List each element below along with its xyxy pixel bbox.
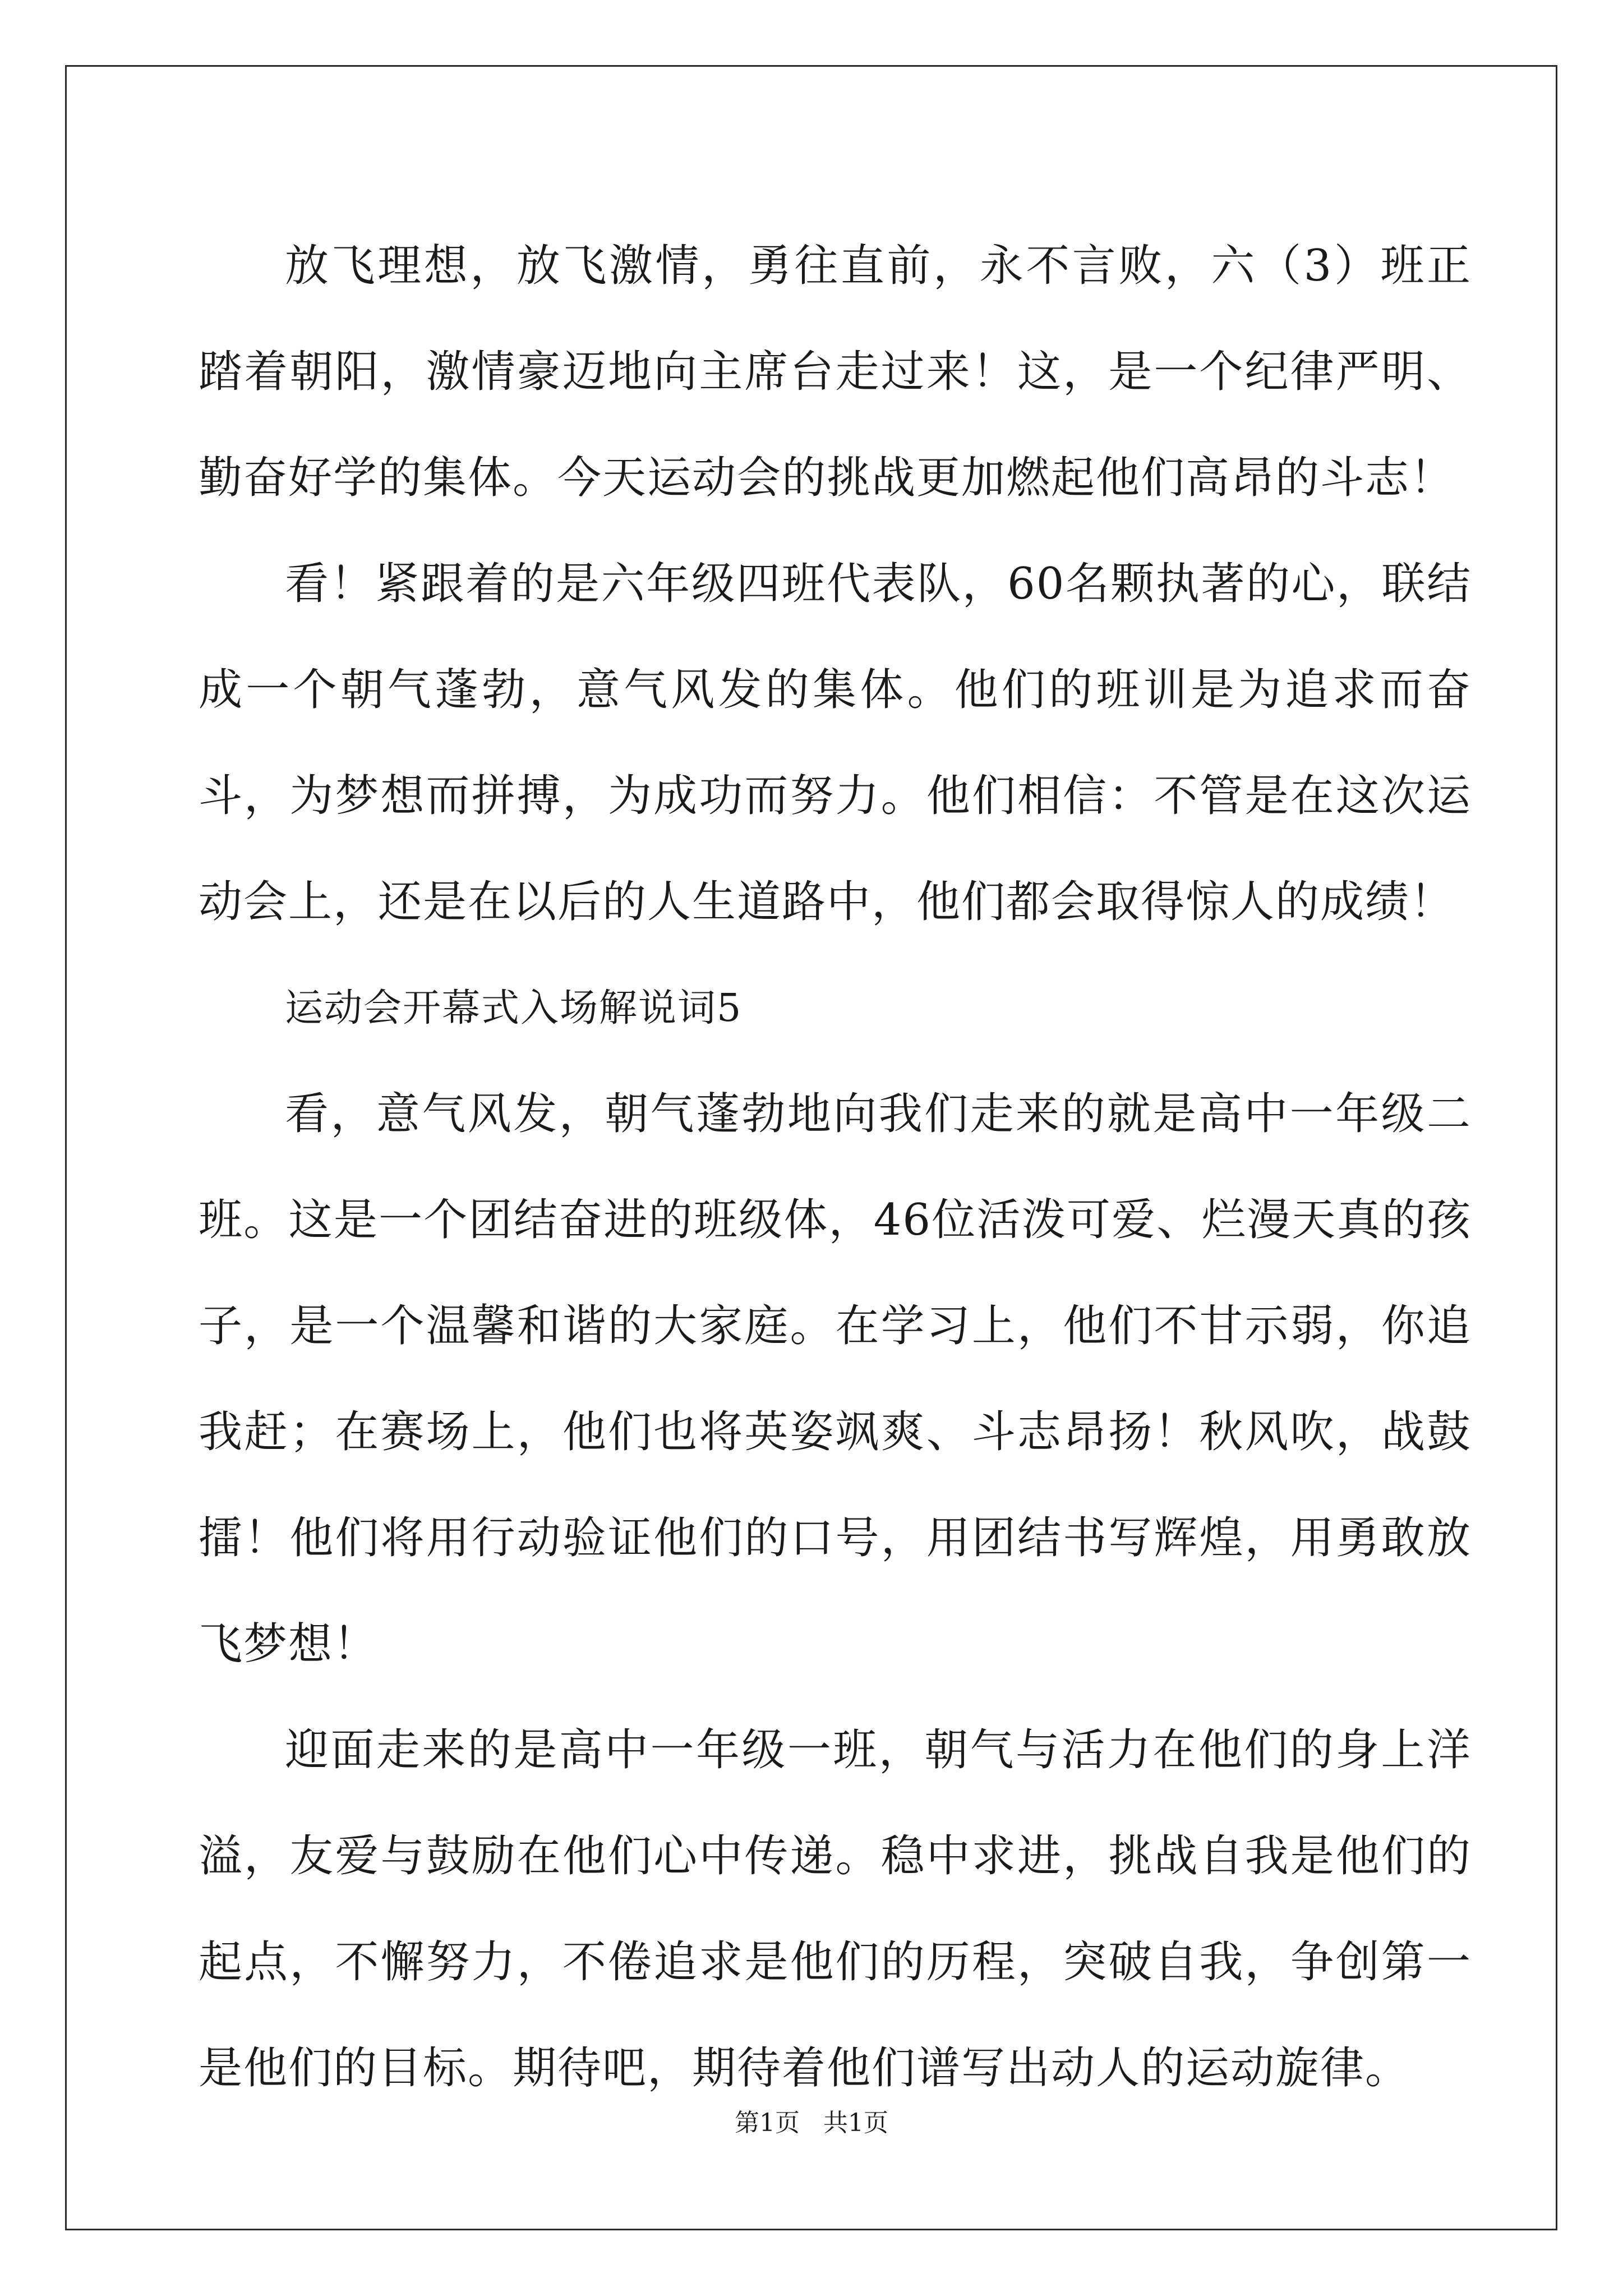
paragraph: 迎面走来的是高中一年级一班，朝气与活力在他们的身上洋溢，友爱与鼓励在他们心中传递。稳中求进，挑战自我是他们的起点，不懈努力，不倦追求是他们的历程，突破自我，争创第一是他们的目标。期待吧，期待着他们谱写出动人的运动旋律。	[199, 1725, 1472, 2093]
section-title: 运动会开幕式入场解说词5	[285, 986, 743, 1030]
paragraph: 放飞理想，放飞激情，勇往直前，永不言败，六（3）班正踏着朝阳，激情豪迈地向主席台走过来！这，是一个纪律严明、勤奋好学的集体。今天运动会的挑战更加燃起他们高昂的斗志！	[199, 241, 1472, 503]
document-body	[199, 213, 1472, 2122]
page-number: 第1页	[735, 2109, 800, 2137]
paragraph: 看，意气风发，朝气蓬勃地向我们走来的就是高中一年级二班。这是一个团结奋进的班级体，46位活泼可爱、烂漫天真的孩子，是一个温馨和谐的大家庭。在学习上，他们不甘示弱，你追我赶；在赛场上，他们也将英姿飒爽、斗志昂扬！秋风吹，战鼓擂！他们将用行动验证他们的口号，用团结书写辉煌，用勇敢放飞梦想！	[199, 1089, 1472, 1669]
page-footer	[0, 2106, 1623, 2140]
paragraph: 看！紧跟着的是六年级四班代表队，60名颗执著的心，联结成一个朝气蓬勃，意气风发的集体。他们的班训是为追求而奋斗，为梦想而拼搏，为成功而努力。他们相信：不管是在这次运动会上，还是在以后的人生道路中，他们都会取得惊人的成绩！	[199, 559, 1472, 927]
page-total: 共1页	[823, 2109, 888, 2137]
